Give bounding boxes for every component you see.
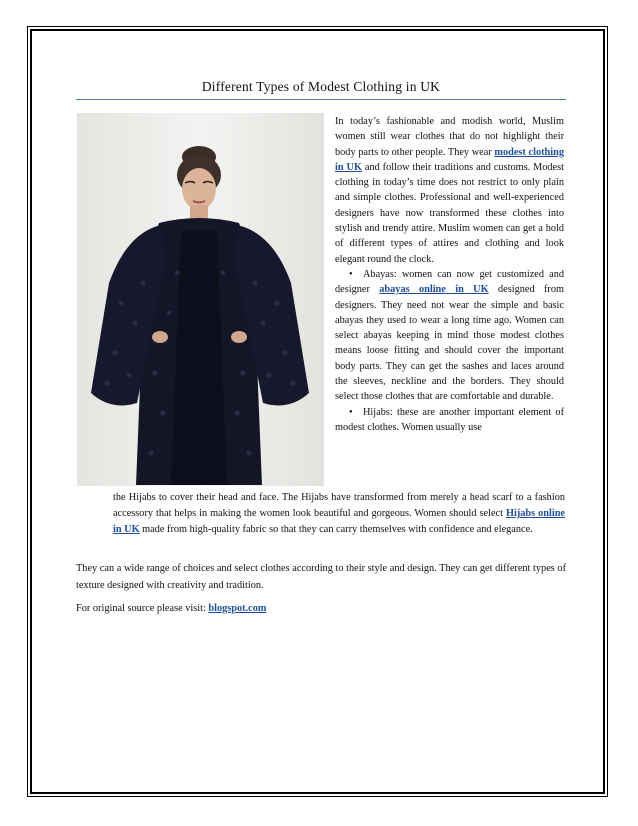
hijabs-text: Hijabs: these are another important element of modest clothes. Women usually use (335, 406, 564, 433)
model-photo (77, 113, 324, 486)
intro-text-continued: and follow their traditions and customs. Modest clothing in today’s time does not restrict to only plain and simple clothes. Professional and well-experienced designers have now transformed these clothes into stylish and trendy attire. Muslim women can get a hold of different types of attires and clothing and look elegant round the clock. (335, 161, 564, 265)
abayas-text: Abayas: women can now get customized and designer (335, 268, 564, 296)
bullet-icon: • (349, 268, 353, 280)
intro-paragraph (335, 114, 564, 267)
hijabs-text-end: made from high-quality fabric so that they can carry themselves with confidence and elegance. (139, 524, 533, 535)
bullet-hijabs (335, 405, 564, 436)
bullet-abayas (335, 267, 564, 405)
right-column-text (335, 114, 564, 435)
closing-paragraph: They can a wide range of choices and select clothes according to their style and design. They can get different types of texture designed with creativity and tradition. (76, 563, 566, 591)
woman-in-abaya-illustration (77, 113, 324, 486)
hijabs-continuation (113, 490, 565, 538)
blogspot-link[interactable]: blogspot.com (208, 603, 267, 614)
hijabs-text-continued: the Hijabs to cover their head and face. The Hijabs have transformed from merely a head scarf to a fashion accessory that helps in making the women look beautiful and gorgeous. Women should select (113, 492, 565, 519)
source-line (76, 601, 566, 618)
document-title: Different Types of Modest Clothing in UK (201, 79, 441, 94)
title-underline (76, 99, 566, 100)
abayas-text-continued: designed from designers. They need not wear the simple and basic abayas they used to wear a long time ago. Women can select abayas keeping in mind those modest clothes means loose fitting and should cover the important body parts. They can get the sashes and laces around the sleeves, neckline and the borders. They should select those clothes that are comfortable and durable. (335, 284, 564, 403)
hijabs-online-link[interactable]: Hijabs online in UK (113, 508, 565, 535)
abayas-online-link[interactable]: abayas online in UK (379, 284, 489, 296)
modest-clothing-link[interactable]: modest clothing in UK (335, 146, 564, 173)
bullet-icon: • (349, 406, 353, 418)
source-label: For original source please visit: (76, 603, 209, 614)
intro-text: In today’s fashionable and modish world, Muslim women still wear clothes that do not highlight their body parts to other people. They wear (335, 116, 564, 158)
